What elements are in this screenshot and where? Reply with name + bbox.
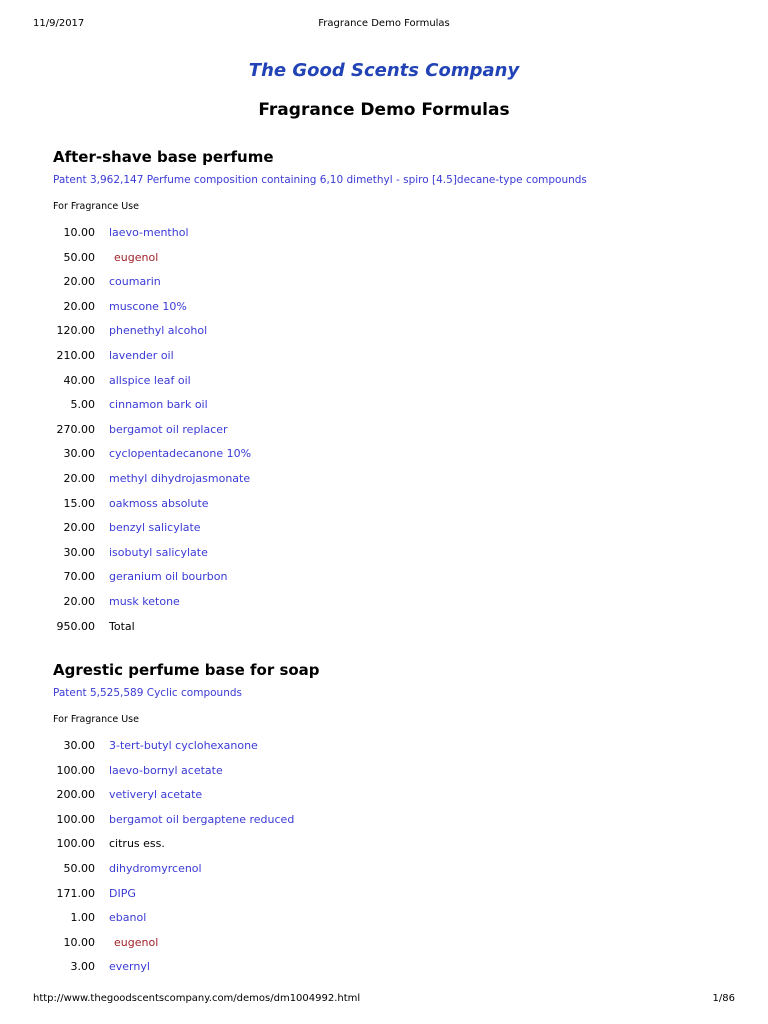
ingredient-amount: 20.00 [63, 521, 95, 535]
ingredient-link[interactable]: cyclopentadecanone 10% [109, 447, 252, 461]
ingredient-row [53, 955, 733, 980]
brand-link[interactable]: The Good Scents Company [248, 60, 520, 81]
ingredient-link[interactable]: ebanol [109, 911, 147, 925]
ingredient-amount: 10.00 [63, 935, 95, 949]
ingredient-amount: 120.00 [56, 324, 95, 338]
ingredient-amount: 100.00 [56, 763, 95, 777]
ingredient-link[interactable]: oakmoss absolute [109, 496, 209, 510]
ingredient-amount: 210.00 [56, 348, 95, 362]
ingredient-row [53, 492, 733, 517]
ingredient-link[interactable]: bergamot oil replacer [109, 422, 228, 436]
ingredient-link[interactable]: eugenol [114, 250, 159, 264]
footer-url: http://www.thegoodscentscompany.com/demos/dm1004992.html [33, 993, 361, 1004]
ingredient-row [53, 759, 733, 784]
ingredient-link[interactable]: dihydromyrcenol [109, 861, 202, 875]
ingredient-link[interactable]: DIPG [109, 886, 136, 900]
ingredient-row [53, 565, 733, 590]
ingredient-amount: 20.00 [63, 275, 95, 289]
ingredient-row [53, 393, 733, 418]
ingredient-amount: 100.00 [56, 812, 95, 826]
ingredient-row [53, 541, 733, 566]
usage-label: For Fragrance Use [53, 201, 139, 212]
ingredient-amount: 200.00 [56, 788, 95, 802]
ingredient-amount: 70.00 [63, 570, 95, 584]
print-header [33, 18, 735, 32]
ingredient-amount: 20.00 [63, 299, 95, 313]
ingredient-amount: 30.00 [63, 447, 95, 461]
ingredient-amount: 30.00 [63, 545, 95, 559]
ingredient-list [53, 734, 733, 980]
ingredient-amount: 20.00 [63, 471, 95, 485]
ingredient-amount: 30.00 [63, 739, 95, 752]
ingredient-link[interactable]: phenethyl alcohol [109, 324, 208, 338]
ingredient-amount: 171.00 [56, 886, 95, 900]
ingredient-link[interactable]: bergamot oil bergaptene reduced [109, 812, 295, 826]
ingredient-link[interactable]: geranium oil bourbon [109, 570, 228, 584]
ingredient-list [53, 221, 733, 639]
ingredient-row [53, 221, 733, 246]
ingredient-amount: 270.00 [56, 422, 95, 436]
formula-section [53, 658, 733, 980]
ingredient-amount: 15.00 [63, 496, 95, 510]
ingredient-row [53, 246, 733, 271]
ingredient-row [53, 906, 733, 931]
ingredient-row [53, 808, 733, 833]
ingredient-amount: 20.00 [63, 594, 95, 608]
section-title: Agrestic perfume base for soap [53, 661, 320, 679]
ingredient-amount: 5.00 [70, 398, 95, 412]
print-title: Fragrance Demo Formulas [318, 18, 450, 29]
ingredient-amount: 100.00 [56, 837, 95, 851]
patent-link[interactable]: Patent 3,962,147 Perfume composition containing 6,10 dimethyl - spiro [4.5]decane-type compounds [53, 174, 587, 186]
ingredient-link[interactable]: coumarin [109, 275, 161, 289]
ingredient-row [53, 418, 733, 443]
ingredient-link[interactable]: lavender oil [109, 348, 174, 362]
ingredient-link[interactable]: evernyl [109, 960, 150, 974]
ingredient-row [53, 615, 733, 640]
ingredient-link[interactable]: vetiveryl acetate [109, 788, 203, 802]
ingredient-row [53, 857, 733, 882]
ingredient-row [53, 832, 733, 857]
ingredient-amount: 10.00 [63, 226, 95, 239]
ingredient-amount: 50.00 [63, 250, 95, 264]
ingredient-row [53, 319, 733, 344]
ingredient-amount: 1.00 [70, 911, 95, 925]
patent-link[interactable]: Patent 5,525,589 Cyclic compounds [53, 687, 242, 699]
ingredient-link[interactable]: laevo-bornyl acetate [109, 763, 223, 777]
print-footer [33, 993, 735, 1007]
ingredient-row [53, 590, 733, 615]
ingredient-link[interactable]: cinnamon bark oil [109, 398, 208, 412]
ingredient-row [53, 467, 733, 492]
ingredient-name: Total [109, 619, 135, 633]
ingredient-row [53, 295, 733, 320]
ingredient-link[interactable]: muscone 10% [109, 299, 187, 313]
ingredient-link[interactable]: musk ketone [109, 594, 180, 608]
ingredient-row [53, 442, 733, 467]
ingredient-amount: 40.00 [63, 373, 95, 387]
usage-label: For Fragrance Use [53, 714, 139, 725]
ingredient-row [53, 931, 733, 956]
print-date: 11/9/2017 [33, 18, 85, 29]
ingredient-amount: 50.00 [63, 861, 95, 875]
ingredient-name: citrus ess. [109, 837, 165, 851]
ingredient-link[interactable]: methyl dihydrojasmonate [109, 471, 251, 485]
ingredient-link[interactable]: isobutyl salicylate [109, 545, 208, 559]
ingredient-link[interactable]: 3-tert-butyl cyclohexanone [109, 739, 258, 752]
ingredient-row [53, 734, 733, 759]
ingredient-link[interactable]: laevo-menthol [109, 226, 189, 239]
ingredient-row [53, 783, 733, 808]
formula-section [53, 145, 733, 639]
page-title: Fragrance Demo Formulas [258, 100, 510, 120]
ingredient-row [53, 369, 733, 394]
ingredient-link[interactable]: allspice leaf oil [109, 373, 191, 387]
ingredient-row [53, 270, 733, 295]
ingredient-amount: 950.00 [56, 619, 95, 633]
ingredient-row [53, 344, 733, 369]
ingredient-link[interactable]: benzyl salicylate [109, 521, 201, 535]
section-title: After-shave base perfume [53, 148, 274, 166]
ingredient-row [53, 882, 733, 907]
ingredient-row [53, 516, 733, 541]
ingredient-link[interactable]: eugenol [114, 935, 159, 949]
page-number: 1/86 [712, 993, 735, 1004]
ingredient-amount: 3.00 [70, 960, 95, 974]
